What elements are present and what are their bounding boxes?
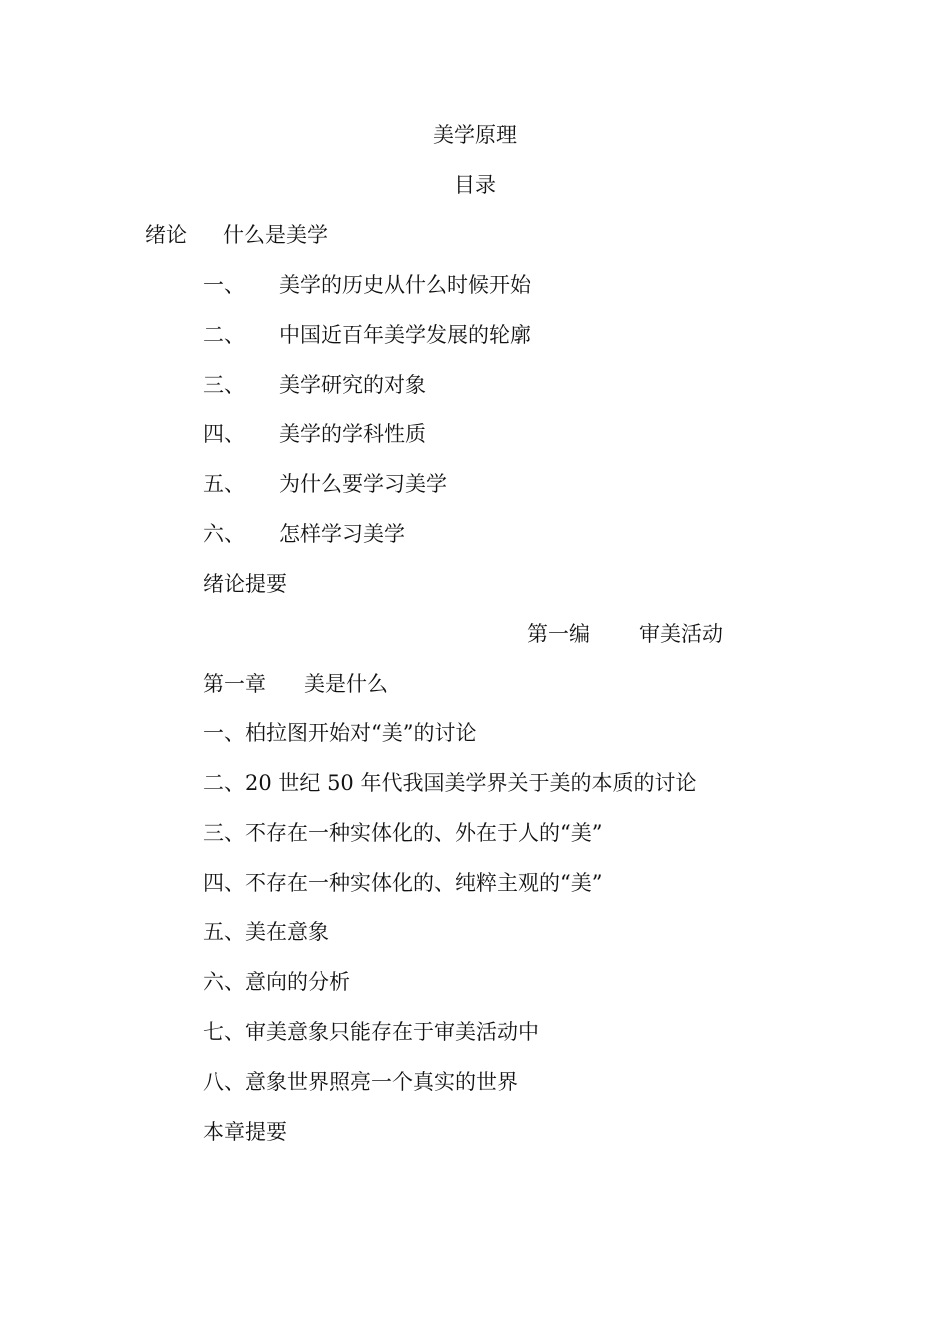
intro-heading: [145, 221, 328, 249]
chapter-item: 一、柏拉图开始对“美”的讨论: [203, 721, 477, 745]
toc-entry-number: 三、: [203, 373, 245, 397]
toc-entry-text: 中国近百年美学发展的轮廓: [279, 323, 531, 347]
chapter-item: 八、意象世界照亮一个真实的世界: [203, 1070, 518, 1094]
chapter-item: 五、美在意象: [203, 920, 329, 944]
toc-entry-text: 怎样学习美学: [279, 522, 405, 546]
toc-entry: [203, 420, 426, 448]
toc-entry-number: 二、: [203, 323, 245, 347]
toc-entry-text: 美学的历史从什么时候开始: [279, 273, 531, 297]
chapter-label: 第一章: [203, 672, 266, 696]
toc-entry: [203, 470, 447, 498]
toc-entry-number: 五、: [203, 472, 245, 496]
chapter-title: 美是什么: [304, 672, 388, 696]
chapter-summary: 本章提要: [203, 1120, 287, 1144]
toc-entry-text: 美学研究的对象: [279, 373, 426, 397]
toc-entry-number: 一、: [203, 273, 245, 297]
chapter-item: 三、不存在一种实体化的、外在于人的“美”: [203, 821, 603, 845]
toc-entry: [203, 520, 405, 548]
toc-entry-text: 美学的学科性质: [279, 422, 426, 446]
toc-entry-number: 四、: [203, 422, 245, 446]
chapter-item: 六、意向的分析: [203, 970, 350, 994]
toc-entry: [203, 321, 531, 349]
intro-summary: 绪论提要: [203, 572, 287, 596]
chapter-item: 二、20 世纪 50 年代我国美学界关于美的本质的讨论: [203, 771, 697, 795]
part-label: 第一编: [527, 622, 590, 646]
toc-entry-text: 为什么要学习美学: [279, 472, 447, 496]
chapter-heading: [203, 670, 388, 698]
document-title: 美学原理: [433, 123, 517, 147]
part-heading: [527, 620, 723, 648]
intro-title: 什么是美学: [223, 223, 328, 247]
toc-entry-number: 六、: [203, 522, 245, 546]
toc-entry: [203, 371, 426, 399]
toc-entry: [203, 271, 531, 299]
toc-heading: 目录: [454, 173, 496, 197]
chapter-item: 七、审美意象只能存在于审美活动中: [203, 1020, 539, 1044]
part-title: 审美活动: [639, 622, 723, 646]
intro-label: 绪论: [145, 223, 187, 247]
chapter-item: 四、不存在一种实体化的、纯粹主观的“美”: [203, 871, 603, 895]
